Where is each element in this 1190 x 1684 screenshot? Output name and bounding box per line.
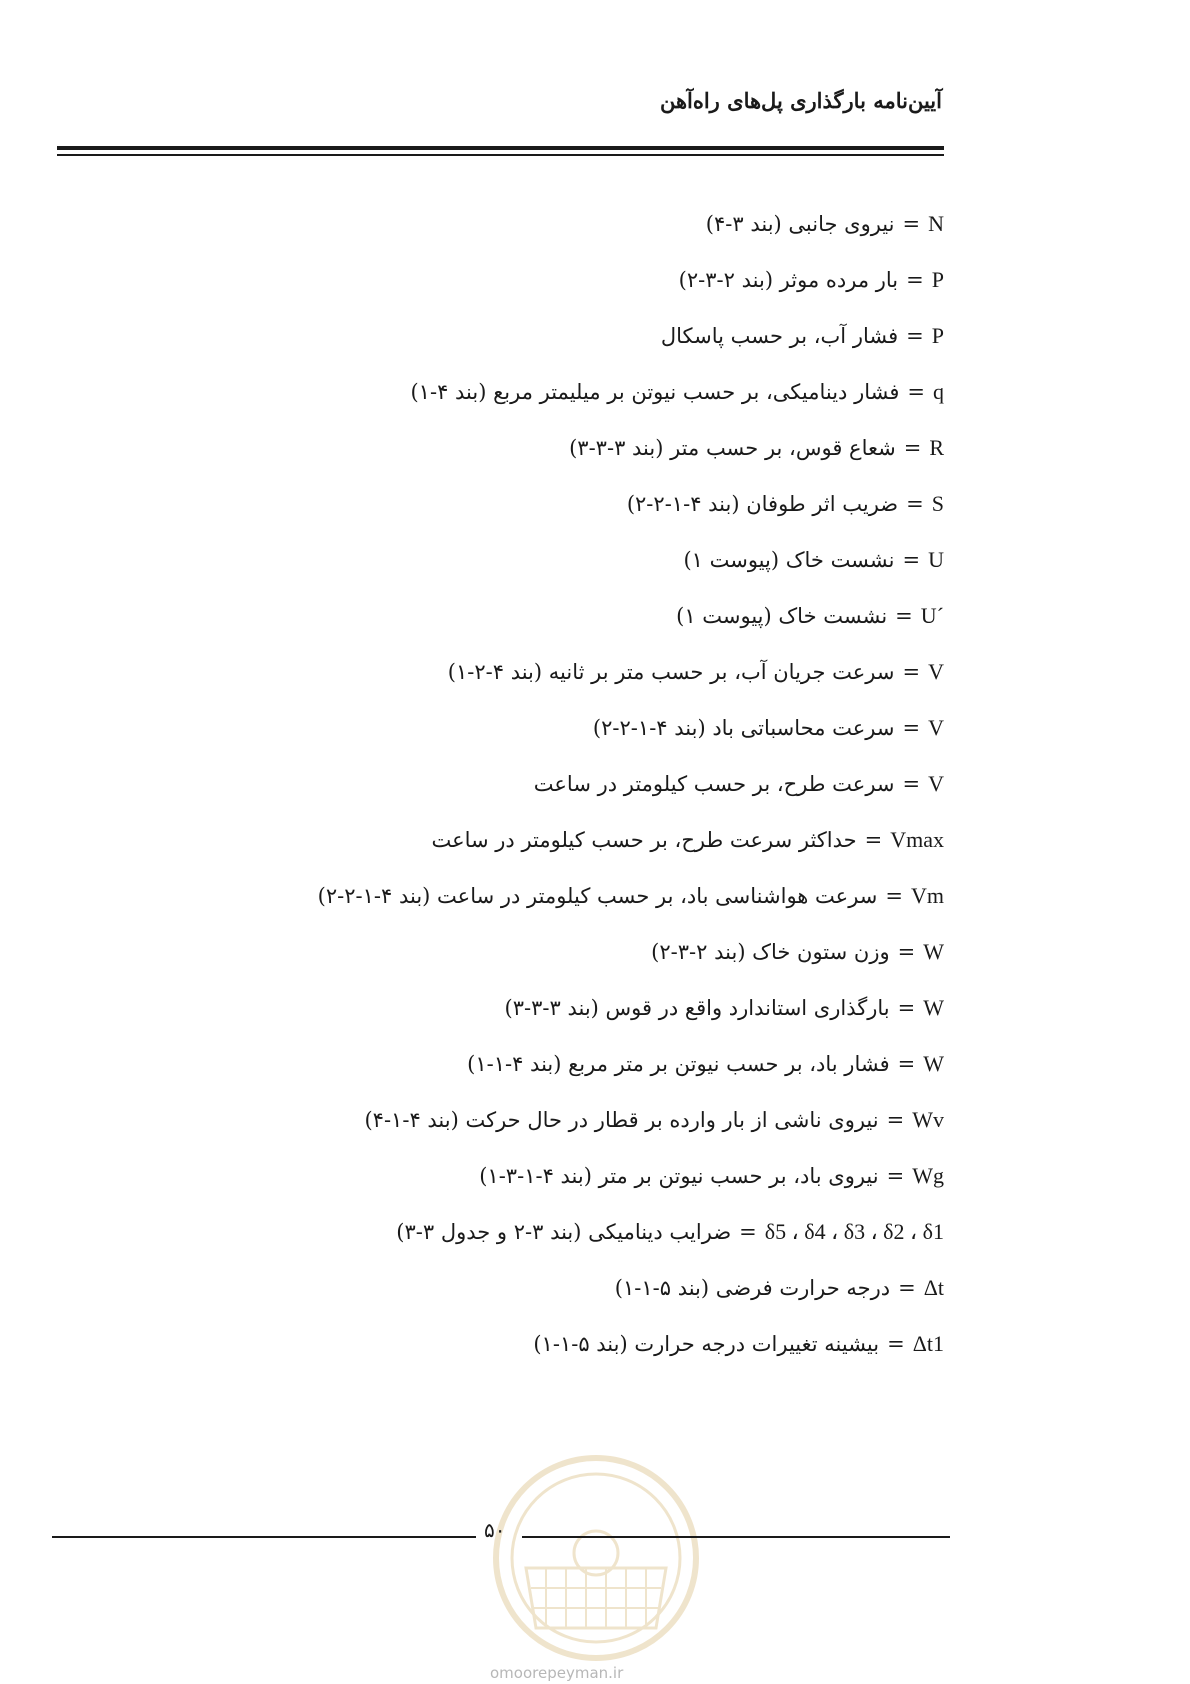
- definition: نیروی ناشی از بار وارده بر قطار در حال حرکت (بند ۴-۱-۴): [364, 1108, 879, 1132]
- definition: ضرایب دینامیکی (بند ۳-۲ و جدول ۳-۳): [396, 1220, 732, 1244]
- symbol-row: [318, 1156, 944, 1212]
- footer-rule-right: [522, 1536, 950, 1538]
- symbol: W: [923, 939, 944, 964]
- symbol: Δt: [923, 1275, 944, 1300]
- symbol-row: [318, 1044, 944, 1100]
- symbol-row: [318, 260, 944, 316]
- equals-sign: =: [902, 548, 921, 572]
- symbol-row: [318, 988, 944, 1044]
- equals-sign: =: [902, 772, 921, 796]
- symbol: q: [933, 379, 944, 404]
- equals-sign: =: [906, 268, 924, 292]
- symbol-row: [318, 708, 944, 764]
- symbol-row: [318, 764, 944, 820]
- symbol: V: [928, 659, 944, 684]
- definition: فشار دینامیکی، بر حسب نیوتن بر میلیمتر مربع (بند ۴-۱): [410, 380, 900, 404]
- equals-sign: =: [887, 1332, 905, 1356]
- symbol-row: [318, 1212, 944, 1268]
- equals-sign: =: [897, 996, 916, 1020]
- equals-sign: =: [898, 1276, 916, 1300]
- equals-sign: =: [897, 1052, 916, 1076]
- equals-sign: =: [906, 492, 924, 516]
- equals-sign: =: [895, 604, 913, 628]
- definition: سرعت محاسباتی باد (بند ۴-۱-۲-۲): [592, 716, 895, 740]
- definition: فشار باد، بر حسب نیوتن بر متر مربع (بند ۴-۱-۱): [467, 1052, 890, 1076]
- equals-sign: =: [907, 380, 925, 404]
- definition: شعاع قوس، بر حسب متر (بند ۳-۳-۳): [569, 436, 896, 460]
- equals-sign: =: [897, 940, 916, 964]
- definition: بیشینه تغییرات درجه حرارت (بند ۵-۱-۱): [533, 1332, 880, 1356]
- running-header-title: آیین‌نامه بارگذاری پل‌های راه‌آهن: [659, 88, 942, 113]
- equals-sign: =: [903, 436, 922, 460]
- symbol-row: [318, 372, 944, 428]
- symbol: W: [923, 1051, 944, 1076]
- symbol: U´: [920, 603, 944, 628]
- symbol: Wv: [912, 1107, 944, 1132]
- symbol: W: [923, 995, 944, 1020]
- symbol: P: [931, 323, 944, 348]
- symbol-row: [318, 876, 944, 932]
- definition: حداکثر سرعت طرح، بر حسب کیلومتر در ساعت: [431, 828, 857, 852]
- symbol: U: [928, 547, 944, 572]
- equals-sign: =: [902, 212, 921, 236]
- symbol-row: [318, 1100, 944, 1156]
- definition: بارگذاری استاندارد واقع در قوس (بند ۳-۳-۳): [504, 996, 890, 1020]
- equals-sign: =: [902, 716, 921, 740]
- equals-sign: =: [739, 1220, 757, 1244]
- page-number: ۵۰: [484, 1518, 506, 1542]
- symbol: V: [928, 771, 944, 796]
- symbol-row: [318, 428, 944, 484]
- symbol: S: [931, 491, 944, 516]
- symbol: R: [929, 435, 944, 460]
- equals-sign: =: [886, 1108, 905, 1132]
- definition: نیروی باد، بر حسب نیوتن بر متر (بند ۴-۱-۳-۱): [479, 1164, 879, 1188]
- symbol: N: [928, 211, 944, 236]
- symbol-row: [318, 204, 944, 260]
- symbol-row: [318, 1324, 944, 1380]
- watermark-url: omoorepeyman.ir: [490, 1664, 624, 1682]
- symbol-row: [318, 316, 944, 372]
- definition: ضریب اثر طوفان (بند ۴-۱-۲-۲): [626, 492, 899, 516]
- symbol: Vm: [911, 883, 944, 908]
- equals-sign: =: [864, 828, 883, 852]
- symbol-row: [318, 1268, 944, 1324]
- symbol: Vmax: [890, 827, 944, 852]
- symbol: δ5 ، δ4 ، δ3 ، δ2 ، δ1: [764, 1219, 944, 1244]
- footer-rule-left: [52, 1536, 476, 1538]
- symbol: Wg: [912, 1163, 944, 1188]
- definition: بار مرده موثر (بند ۲-۳-۲): [678, 268, 899, 292]
- header-rule-thick: [57, 146, 944, 150]
- symbol-row: [318, 820, 944, 876]
- symbol-row: [318, 596, 944, 652]
- equals-sign: =: [885, 884, 903, 908]
- symbol-row: [318, 932, 944, 988]
- definition: سرعت طرح، بر حسب کیلومتر در ساعت: [533, 772, 895, 796]
- definition: وزن ستون خاک (بند ۲-۳-۲): [651, 940, 890, 964]
- symbol: V: [928, 715, 944, 740]
- symbol-row: [318, 652, 944, 708]
- symbol-row: [318, 540, 944, 596]
- definition: نشست خاک (پیوست ۱): [683, 548, 895, 572]
- definition: درجه حرارت فرضی (بند ۵-۱-۱): [614, 1276, 891, 1300]
- equals-sign: =: [886, 1164, 905, 1188]
- definition: نشست خاک (پیوست ۱): [676, 604, 888, 628]
- equals-sign: =: [902, 660, 921, 684]
- definition: سرعت جریان آب، بر حسب متر بر ثانیه (بند ۴-۲-۱): [447, 660, 895, 684]
- symbol-list: [318, 204, 944, 1380]
- definition: نیروی جانبی (بند ۳-۴): [705, 212, 895, 236]
- definition: سرعت هواشناسی باد، بر حسب کیلومتر در ساعت (بند ۴-۱-۲-۲): [317, 884, 878, 908]
- header-rule-thin: [57, 154, 944, 156]
- symbol: Δt1: [912, 1331, 944, 1356]
- symbol-row: [318, 484, 944, 540]
- definition: فشار آب، بر حسب پاسکال: [660, 324, 899, 348]
- watermark-seal-icon: [486, 1448, 706, 1668]
- equals-sign: =: [906, 324, 924, 348]
- symbol: P: [931, 267, 944, 292]
